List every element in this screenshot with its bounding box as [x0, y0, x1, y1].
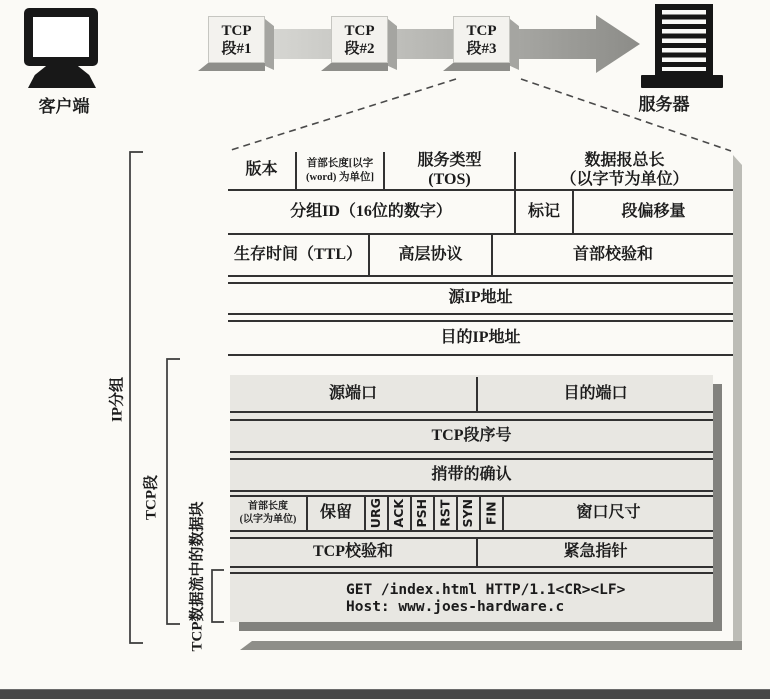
slab-bottom-edge [198, 63, 265, 71]
flag-fin-label: FIN [483, 501, 499, 526]
client-label: 客户端 [38, 97, 90, 116]
tcp-piggyback-ack-cell: 捎带的确认 [431, 465, 512, 483]
flag-psh-label: PSH [414, 499, 430, 528]
dashed-line-left [231, 79, 456, 150]
tcp-seq-cell: TCP段序号 [431, 426, 512, 444]
segment-3-line2: 段#3 [466, 40, 497, 57]
http-request-line: GET /index.html HTTP/1.1<CR><LF> [346, 582, 626, 598]
ip-protocol-cell: 高层协议 [370, 235, 493, 275]
ip-tos-line1: 服务类型 [417, 152, 482, 170]
http-host-line: Host: www.joes-hardware.c [346, 599, 565, 615]
tcp-urgent-pointer-cell: 紧急指针 [563, 543, 628, 561]
ip-hlen-line1: 首部长度[以字 [306, 158, 374, 170]
ip-header-checksum-cell: 首部校验和 [572, 245, 653, 263]
segment-1-line1: TCP [221, 22, 252, 39]
data-block-bracket-label: TCP数据流中的数据块 [189, 501, 206, 652]
segment-2-line2: 段#2 [344, 40, 375, 57]
flag-ack-label: ACK [391, 499, 407, 528]
slab-right-edge [388, 19, 397, 70]
ip-total-len-line1: 数据报总长 [584, 152, 665, 170]
flag-rst-label: RST [437, 499, 453, 528]
tcp-dst-port-cell: 目的端口 [563, 384, 628, 402]
ip-ttl-cell: 生存时间（TTL） [228, 235, 370, 275]
flag-syn-label: SYN [460, 499, 476, 528]
ip-packet-bracket-label: IP分组 [109, 377, 126, 423]
tcp-hlen-line1: 首部长度 [248, 501, 288, 512]
segment-1-line2: 段#1 [221, 40, 252, 57]
ip-version-cell: 版本 [228, 152, 297, 189]
bracket-data-block [212, 570, 224, 622]
ip-dst-address-cell: 目的IP地址 [440, 328, 521, 346]
slab-right-edge [265, 19, 274, 70]
tcp-segment-bracket-label: TCP段 [143, 475, 160, 521]
server-label: 服务器 [638, 95, 690, 114]
ip-frag-offset-cell: 段偏移量 [621, 202, 686, 220]
slab-bottom-edge [443, 63, 510, 71]
bracket-ip-packet [130, 152, 143, 643]
tcp-reserved-cell: 保留 [308, 497, 366, 530]
tcp-segment-1-box [208, 16, 265, 63]
tcp-checksum-cell: TCP校验和 [230, 539, 478, 566]
segment-3-line1: TCP [466, 22, 497, 39]
tcp-window-cell: 窗口尺寸 [576, 504, 641, 522]
flag-urg-label: URG [368, 498, 384, 529]
tcp-segment-2-box [331, 16, 388, 63]
ip-tos-line2: (TOS) [428, 170, 471, 188]
segment-2-line1: TCP [344, 22, 375, 39]
tcp-src-port-cell: 源端口 [230, 377, 478, 411]
ip-total-len-line2: （以字节为单位） [560, 170, 689, 188]
dashed-line-right [521, 79, 731, 151]
bracket-tcp-segment [167, 359, 180, 624]
ip-flags-cell: 标记 [516, 191, 574, 233]
slab-right-edge [510, 19, 519, 70]
ip-src-address-cell: 源IP地址 [448, 289, 513, 307]
tcp-hlen-line2: (以字为单位) [239, 513, 297, 525]
tcp-segment-3-box [453, 16, 510, 63]
ip-hlen-line2: (word) 为单位] [306, 171, 374, 183]
ip-packet-id-cell: 分组ID（16位的数字） [228, 191, 516, 233]
slab-bottom-edge [321, 63, 388, 71]
